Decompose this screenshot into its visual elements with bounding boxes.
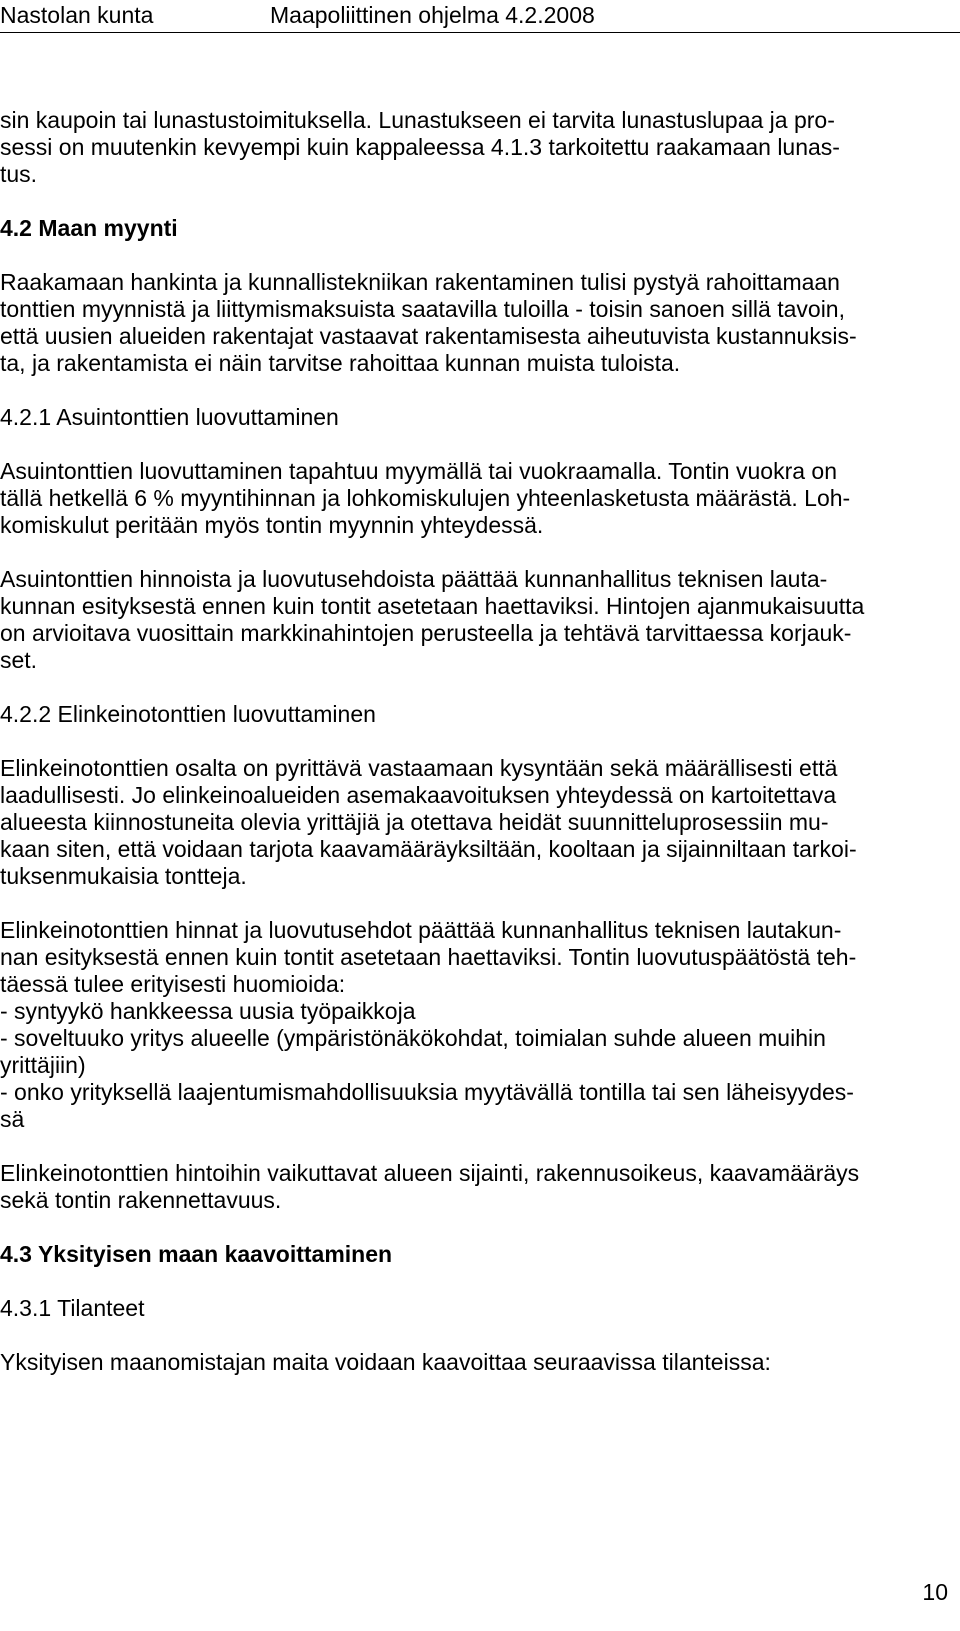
text-line: tus. xyxy=(0,161,38,187)
text-line: sekä tontin rakennettavuus. xyxy=(0,1187,282,1213)
text-line: tuksenmukaisia tontteja. xyxy=(0,863,247,889)
text-line: sä xyxy=(0,1106,25,1132)
list-item: - soveltuuko yritys alueelle (ympäristönäkökohdat, toimialan suhde alueen muihin xyxy=(0,1025,826,1051)
text-line: sin kaupoin tai lunastustoimituksella. Lunastukseen ei tarvita lunastuslupaa ja pro- xyxy=(0,107,835,133)
text-line: Raakamaan hankinta ja kunnallistekniikan rakentaminen tulisi pystyä rahoittamaan xyxy=(0,269,840,295)
paragraph xyxy=(0,107,945,188)
heading-4-2-2: 4.2.2 Elinkeinotonttien luovuttaminen xyxy=(0,701,376,727)
list-item: - onko yrityksellä laajentumismahdollisuuksia myytävällä tontilla tai sen läheisyydes- xyxy=(0,1079,854,1105)
heading-4-2-1: 4.2.1 Asuintonttien luovuttaminen xyxy=(0,404,339,430)
heading-4-3-1: 4.3.1 Tilanteet xyxy=(0,1295,145,1321)
text-line: Asuintonttien hinnoista ja luovutusehdoista päättää kunnanhallitus teknisen lauta- xyxy=(0,566,828,592)
text-line: alueesta kiinnostuneita olevia yrittäjiä ja otettava heidät suunnitteluprosessiin mu- xyxy=(0,809,829,835)
list-item: - syntyykö hankkeessa uusia työpaikkoja xyxy=(0,998,416,1024)
text-line: komiskulut peritään myös tontin myynnin yhteydessä. xyxy=(0,512,544,538)
heading-4-3: 4.3 Yksityisen maan kaavoittaminen xyxy=(0,1241,393,1267)
text-line: täessä tulee erityisesti huomioida: xyxy=(0,971,346,997)
heading-4-2: 4.2 Maan myynti xyxy=(0,215,178,241)
text-line: sessi on muutenkin kevyempi kuin kappaleessa 4.1.3 tarkoitettu raakamaan lunas- xyxy=(0,134,840,160)
text-line: tällä hetkellä 6 % myyntihinnan ja lohkomiskulujen yhteenlasketusta määrästä. Loh- xyxy=(0,485,851,511)
text-line: että uusien alueiden rakentajat vastaavat rakentamisesta aiheutuvista kustannuksis- xyxy=(0,323,857,349)
paragraph xyxy=(0,917,945,1133)
text-line: Asuintonttien luovuttaminen tapahtuu myymällä tai vuokraamalla. Tontin vuokra on xyxy=(0,458,837,484)
text-line: laadullisesti. Jo elinkeinoalueiden asemakaavoituksen yhteydessä on kartoitettava xyxy=(0,782,837,808)
text-line: Elinkeinotonttien hintoihin vaikuttavat alueen sijainti, rakennusoikeus, kaavamääräys xyxy=(0,1160,860,1186)
document-body xyxy=(0,107,945,1376)
text-line: Elinkeinotonttien osalta on pyrittävä vastaamaan kysyntään sekä määrällisesti että xyxy=(0,755,838,781)
text-line: Yksityisen maanomistajan maita voidaan kaavoittaa seuraavissa tilanteissa: xyxy=(0,1349,771,1375)
text-line: kaan siten, että voidaan tarjota kaavamääräyksiltään, kooltaan ja sijainniltaan tarkoi- xyxy=(0,836,857,862)
header-municipality: Nastolan kunta xyxy=(0,2,154,28)
page-header xyxy=(0,0,960,33)
paragraph xyxy=(0,1160,945,1214)
paragraph xyxy=(0,755,945,890)
text-line: tonttien myynnistä ja liittymismaksuista saatavilla tuloilla - toisin sanoen sillä tavoin, xyxy=(0,296,845,322)
text-line: yrittäjiin) xyxy=(0,1052,86,1078)
paragraph xyxy=(0,458,945,539)
text-line: Elinkeinotonttien hinnat ja luovutusehdot päättää kunnanhallitus teknisen lautakun- xyxy=(0,917,842,943)
text-line: nan esityksestä ennen kuin tontit asetetaan haettaviksi. Tontin luovutuspäätöstä teh- xyxy=(0,944,857,970)
text-line: set. xyxy=(0,647,38,673)
paragraph xyxy=(0,269,945,377)
header-document-title: Maapoliittinen ohjelma 4.2.2008 xyxy=(270,2,595,28)
paragraph xyxy=(0,566,945,674)
text-line: kunnan esityksestä ennen kuin tontit asetetaan haettaviksi. Hintojen ajanmukaisuutta xyxy=(0,593,865,619)
page-number: 10 xyxy=(922,1579,948,1605)
paragraph xyxy=(0,1349,945,1376)
text-line: on arvioitava vuosittain markkinahintojen perusteella ja tehtävä tarvittaessa korjauk- xyxy=(0,620,852,646)
text-line: ta, ja rakentamista ei näin tarvitse rahoittaa kunnan muista tuloista. xyxy=(0,350,681,376)
